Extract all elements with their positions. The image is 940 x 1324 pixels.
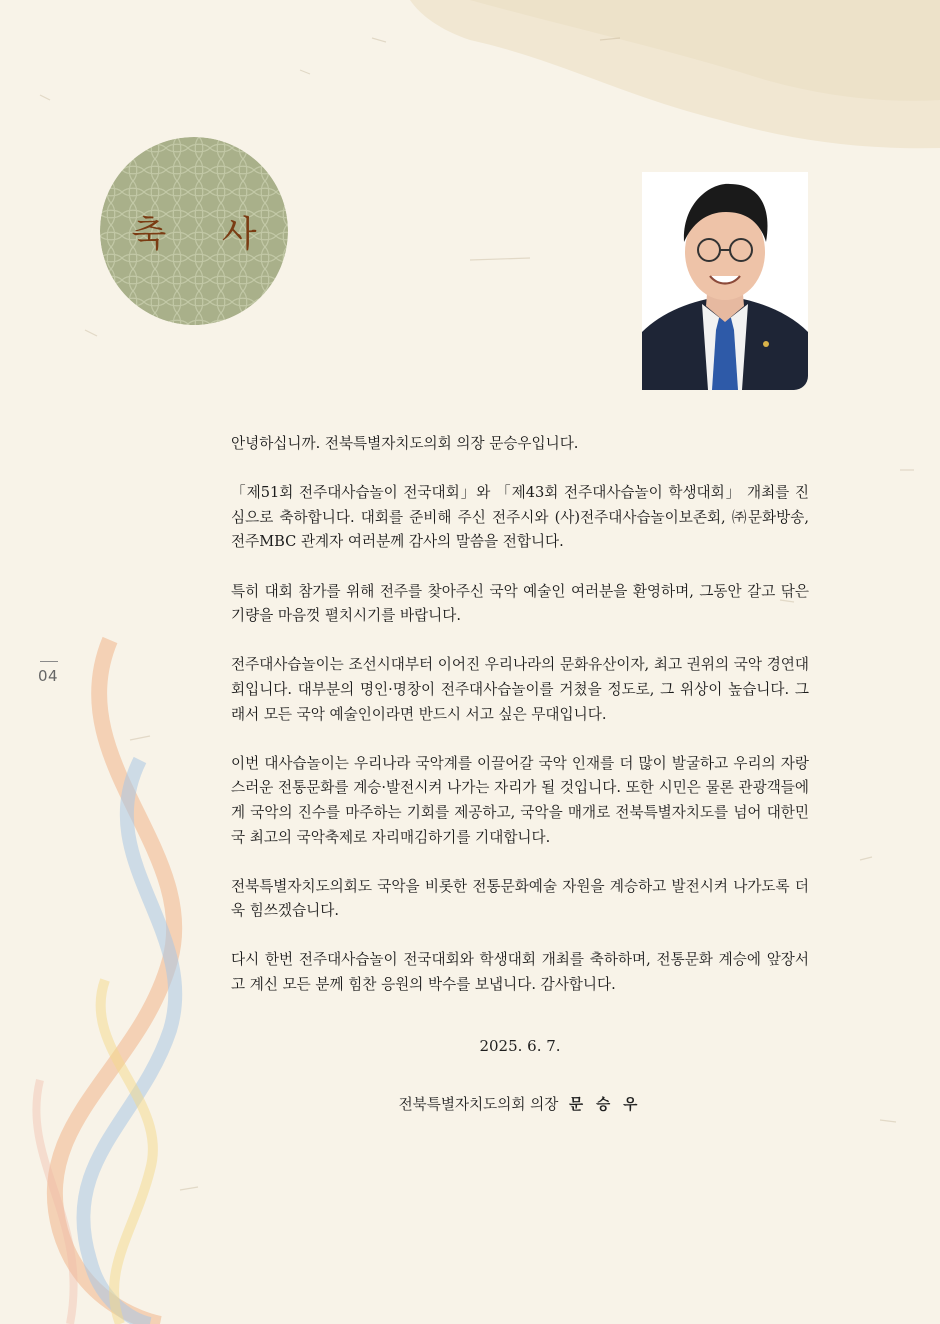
page-title: 축 사 xyxy=(131,213,279,255)
paragraph: 특히 대회 참가를 위해 전주를 찾아주신 국악 예술인 여러분을 환영하며, 그동안 갈고 닦은 기량을 마음껏 펼치시기를 바랍니다. xyxy=(231,582,809,625)
portrait-photo xyxy=(642,172,808,390)
paragraph: 이번 대사습놀이는 우리나라 국악계를 이끌어갈 국악 인재를 더 많이 발굴하고 우리의 자랑스러운 전통문화를 계승·발전시켜 나가는 자리가 될 것입니다. 또한 시민은 물론 관광객들에게 국악의 진수를 마주하는 기회를 제공하고, 국악을 매개로 전북특별자치도를 넘어 대한민국 최고의 국악축제로 자리매김하기를 기대합니다. xyxy=(231,754,809,846)
page-number-rule xyxy=(40,661,58,662)
message-body xyxy=(231,432,809,1022)
paragraph: 「제51회 전주대사습놀이 전국대회」와 「제43회 전주대사습놀이 학생대회」 개최를 진심으로 축하합니다. 대회를 준비해 주신 전주시와 (사)전주대사습놀이보존회, ㈜문화방송, 전주MBC 관계자 여러분께 감사의 말씀을 전합니다. xyxy=(231,484,809,551)
page-number: 04 xyxy=(38,667,59,685)
signature-name: 문 승 우 xyxy=(568,1096,642,1113)
paragraph: 전북특별자치도의회도 국악을 비롯한 전통문화예술 자원을 계승하고 발전시켜 나가도록 더욱 힘쓰겠습니다. xyxy=(231,877,809,920)
date: 2025. 6. 7. xyxy=(479,1037,561,1055)
signature-title: 전북특별자치도의회 의장 xyxy=(398,1096,559,1113)
signature xyxy=(0,1093,940,1114)
paragraph: 다시 한번 전주대사습놀이 전국대회와 학생대회 개최를 축하하며, 전통문화 계승에 앞장서고 계신 모든 분께 힘찬 응원의 박수를 보냅니다. 감사합니다. xyxy=(231,951,809,994)
greeting: 안녕하십니까. 전북특별자치도의회 의장 문승우입니다. xyxy=(231,435,579,452)
heading-badge xyxy=(100,137,288,325)
paragraph: 전주대사습놀이는 조선시대부터 이어진 우리나라의 문화유산이자, 최고 권위의 국악 경연대회입니다. 대부분의 명인·명창이 전주대사습놀이를 거쳤을 정도로, 그 위상이 높습니다. 그래서 모든 국악 예술인이라면 반드시 서고 싶은 무대입니다. xyxy=(231,656,809,723)
